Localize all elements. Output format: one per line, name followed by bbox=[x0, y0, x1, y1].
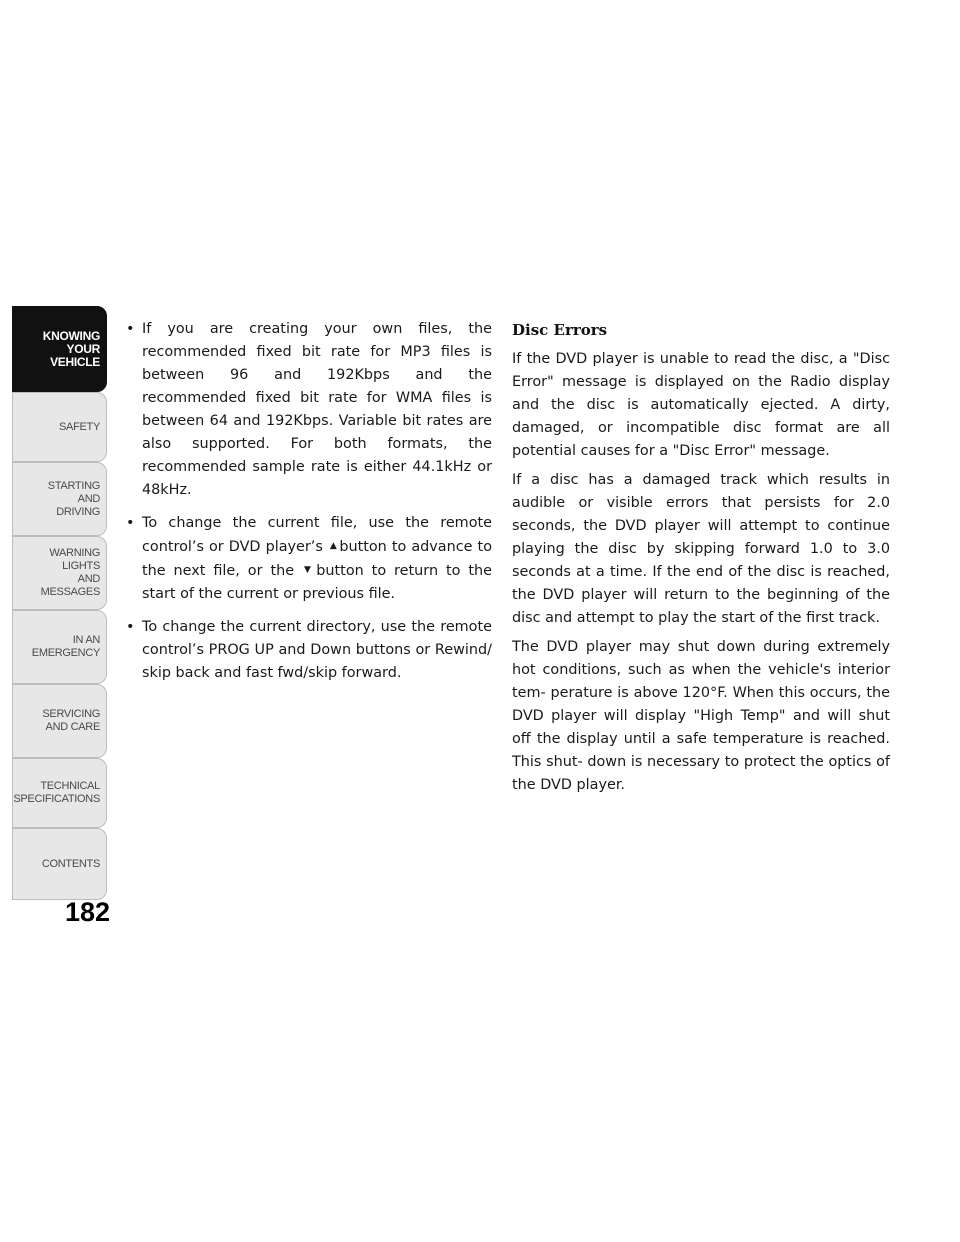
tab-label: SPECIFICATIONS bbox=[13, 793, 100, 805]
tab-label: SERVICING bbox=[42, 708, 100, 720]
tab-starting-and-driving[interactable] bbox=[12, 462, 107, 536]
bullet-text: button to advance to the next file, or the bbox=[142, 539, 492, 579]
bullet-text: To change the current directory, use the remote control’s PROG UP and Down buttons or Rewind/ skip back and fast fwd/skip forward. bbox=[142, 619, 492, 681]
bullet-item bbox=[118, 616, 492, 685]
tab-label: SAFETY bbox=[59, 420, 100, 433]
tab-contents[interactable] bbox=[12, 828, 107, 900]
tab-warning-lights-and-messages[interactable] bbox=[12, 536, 107, 610]
paragraph: If the DVD player is unable to read the disc, a "Disc Error" message is displayed on the Radio display and the disc is automatically ejected. A dirty, damaged, or incompatible disc format are all potential causes for a "Disc Error" message. bbox=[512, 351, 890, 459]
tab-label: DRIVING bbox=[56, 505, 100, 518]
tab-label: MESSAGES bbox=[40, 586, 100, 598]
tab-label: VEHICLE bbox=[50, 354, 100, 369]
bullet-text: button to return to the start of the current or previous file. bbox=[142, 563, 492, 602]
tab-knowing-your-vehicle[interactable] bbox=[12, 306, 107, 392]
bullet-text: If you are creating your own files, the recommended fixed bit rate for MP3 files is between 96 and 192Kbps and the recommended fixed bit rate for WMA files is between 64 and 192Kbps. Variable bit rates are also supported. For both formats, the recommended sample rate is either 44.1kHz or 48kHz. bbox=[142, 321, 492, 498]
tab-label: KNOWING bbox=[42, 328, 100, 343]
bullet-item bbox=[118, 512, 492, 606]
right-column bbox=[512, 318, 890, 803]
section-heading: Disc Errors bbox=[512, 321, 608, 339]
left-column bbox=[118, 318, 492, 695]
tab-label: WARNING bbox=[49, 547, 100, 559]
paragraph: If a disc has a damaged track which results in audible or visible errors that persists for 2.0 seconds, the DVD player will attempt to continue playing the disc by skipping forward 1.0 to 3.0 seconds at a time. If the end of the disc is reached, the DVD player will return to the beginning of the disc and attempt to play the start of the first track. bbox=[512, 472, 890, 626]
tab-label: AND bbox=[77, 492, 100, 505]
up-arrow-icon: ▲ bbox=[329, 541, 338, 551]
tab-label: AND bbox=[77, 573, 100, 585]
down-arrow-icon: ▼ bbox=[304, 565, 315, 575]
tab-technical-specifications[interactable] bbox=[12, 758, 107, 828]
tab-label: LIGHTS bbox=[62, 560, 100, 572]
bullet-item bbox=[118, 318, 492, 502]
tab-label: TECHNICAL bbox=[40, 780, 100, 792]
tab-safety[interactable] bbox=[12, 392, 107, 462]
tab-label: IN AN bbox=[72, 634, 100, 646]
tab-label: STARTING bbox=[47, 479, 100, 492]
page-number: 182 bbox=[64, 897, 110, 927]
tab-label: AND CARE bbox=[45, 721, 100, 733]
tab-servicing-and-care[interactable] bbox=[12, 684, 107, 758]
bullet-text: To change the current file, use the remote control’s or DVD player’s bbox=[142, 515, 492, 555]
tab-label: CONTENTS bbox=[41, 857, 100, 870]
tab-label: YOUR bbox=[66, 341, 100, 356]
tab-in-an-emergency[interactable] bbox=[12, 610, 107, 684]
paragraph: The DVD player may shut down during extremely hot conditions, such as when the vehicle's interior tem- perature is above 120°F. When this occurs, the DVD player will display "High Temp" and will shut off the display until a safe temperature is reached. This shut- down is necessary to protect the optics of the DVD player. bbox=[512, 639, 890, 793]
tab-label: EMERGENCY bbox=[31, 647, 100, 659]
